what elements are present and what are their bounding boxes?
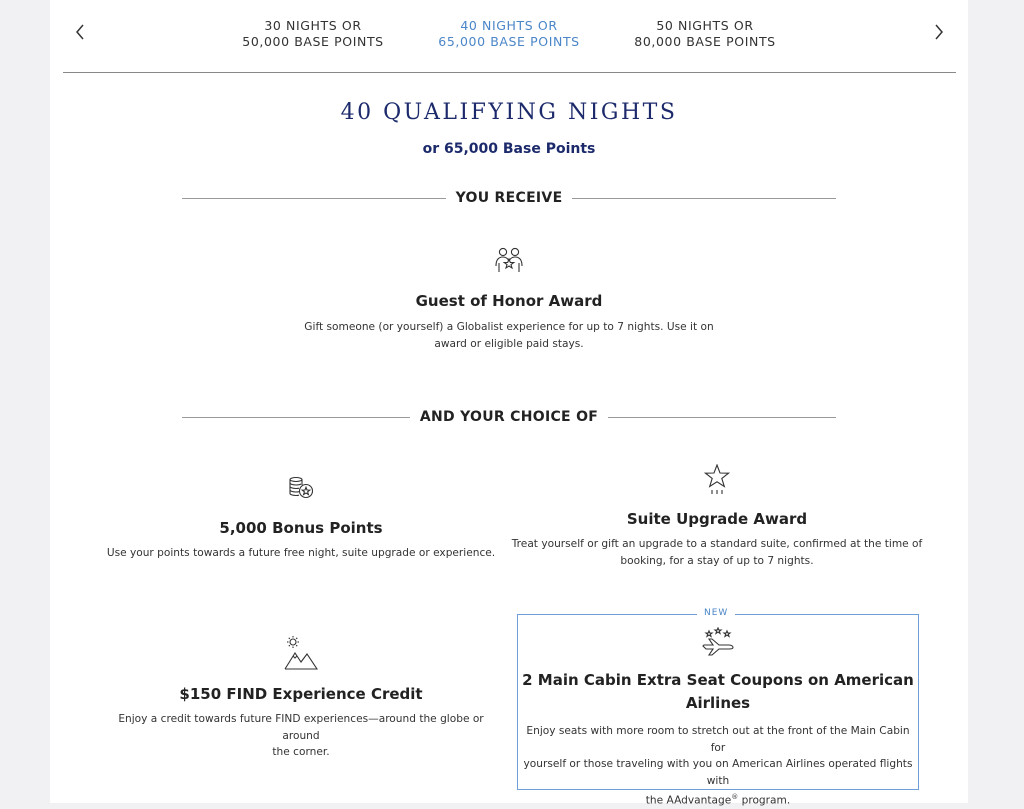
page-content [50,0,968,807]
star-icon [507,464,927,496]
tier-tabs [50,0,968,74]
desc-line: yourself or those traveling with you on American Airlines operated flights with [523,758,913,787]
choice-title: $150 FIND Experience Credit [179,685,423,703]
benefit-description [259,319,759,352]
mountain-sun-icon [101,635,501,671]
section-you-receive [182,188,836,208]
tab-label-line2: 50,000 BASE POINTS [242,34,384,49]
choice-find-credit[interactable] [101,635,501,761]
divider-line [572,198,836,199]
tab-50-nights[interactable] [615,18,795,50]
choice-description [518,723,918,809]
benefit-title: Guest of Honor Award [415,292,603,310]
benefit-guest-of-honor [259,246,759,352]
choice-description [91,545,511,562]
desc-line: Use your points towards a future free night, suite upgrade or experience. [106,547,496,559]
divider-line [182,417,410,418]
choice-content [518,627,918,809]
choice-american-airlines[interactable] [517,608,919,807]
divider-line [182,198,446,199]
guest-of-honor-icon [259,246,759,274]
tab-label-line1: 50 NIGHTS OR [656,18,754,33]
section-your-choice [182,407,836,427]
desc-line: program. [738,794,791,807]
desc-line: Enjoy seats with more room to stretch out at the front of the Main Cabin for [526,725,910,754]
desc-line: Enjoy a credit towards future FIND experiences—around the globe or around [118,713,484,742]
chevron-left-icon[interactable] [68,20,92,44]
divider-line [608,417,836,418]
section-title: YOU RECEIVE [455,190,563,206]
choice-title: 5,000 Bonus Points [219,519,383,537]
choice-suite-upgrade[interactable] [507,464,927,569]
choice-description [101,711,501,761]
tier-title: 40 QUALIFYING NIGHTS [340,100,678,125]
tab-30-nights[interactable] [223,18,403,50]
tab-divider [63,72,956,73]
desc-line: booking, for a stay of up to 7 nights. [620,554,814,567]
desc-line: the corner. [272,746,330,758]
airplane-stars-icon [518,627,918,657]
choice-description [507,536,927,569]
tab-label-line2: 65,000 BASE POINTS [438,34,580,49]
tab-40-nights[interactable] [419,18,599,50]
choice-bonus-points[interactable] [91,476,511,562]
tab-label-line1: 30 NIGHTS OR [264,18,362,33]
title-line: 2 Main Cabin Extra Seat Coupons on American [522,671,914,689]
choice-title: Suite Upgrade Award [626,510,808,528]
desc-line: Gift someone (or yourself) a Globalist experience for up to 7 nights. Use it on [304,321,714,333]
registered-mark: ® [731,793,739,801]
choice-title [518,669,918,715]
section-title: AND YOUR CHOICE OF [419,409,599,425]
new-badge: NEW [697,608,735,618]
desc-line: award or eligible paid stays. [434,337,584,350]
title-line: Airlines [685,694,751,712]
tier-subtitle: or 65,000 Base Points [422,141,596,157]
desc-line: the AAdvantage [645,794,732,807]
tab-label-line2: 80,000 BASE POINTS [634,34,776,49]
tab-label-line1: 40 NIGHTS OR [460,18,558,33]
coins-icon [91,476,511,500]
chevron-right-icon[interactable] [927,20,951,44]
desc-line: Treat yourself or gift an upgrade to a standard suite, confirmed at the time of [511,538,923,550]
